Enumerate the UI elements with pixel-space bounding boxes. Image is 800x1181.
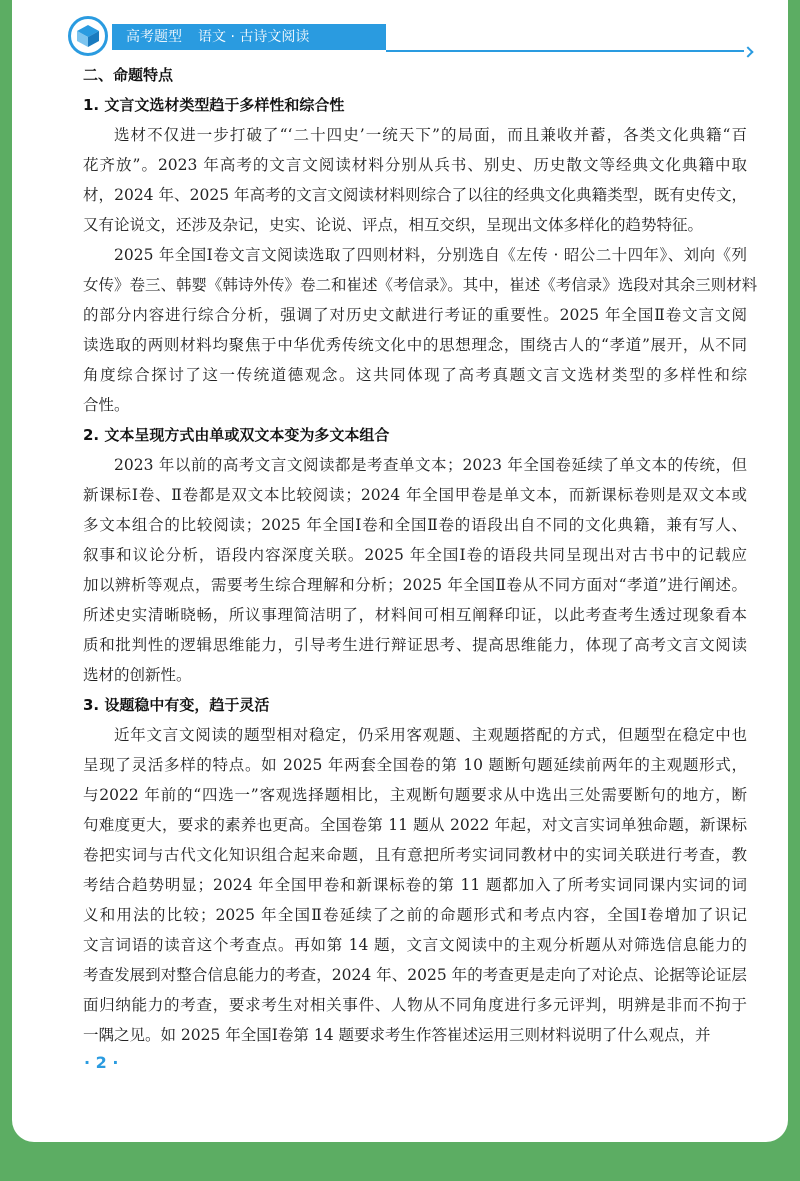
text-line: 选材不仅进一步打破了“‘二十四史’一统天下”的局面，而且兼收并蓄，各类文化典籍“百: [114, 126, 747, 144]
paragraph: [83, 450, 747, 690]
text-line: 呈现了灵活多样的特点。如 2025 年两套全国卷的第 10 题断句题延续前两年的主观题形式，: [83, 756, 747, 774]
text-line: 加以辨析等观点，需要考生综合理解和分析；2025 年全国Ⅱ卷从不同方面对“孝道”进行阐述。: [83, 576, 747, 594]
paragraph: [83, 720, 747, 1050]
header-tag-exam-type: 高考题型: [126, 29, 182, 45]
text-line: 考结合趋势明显；2024 年全国甲卷和新课标卷的第 11 题都加入了所考实词同课内实词的词: [83, 876, 747, 894]
text-line: 新课标Ⅰ卷、Ⅱ卷都是双文本比较阅读；2024 年全国甲卷是单文本，而新课标卷则是双文本或: [83, 486, 747, 504]
text-line: 句难度更大，要求的素养也更高。全国卷第 11 题从 2022 年起，对文言实词单独命题，新课标: [83, 816, 747, 834]
paragraph: [83, 240, 758, 420]
cube-logo-icon: [68, 16, 108, 56]
header-tab: [112, 24, 386, 50]
section-heading: 1. 文言文选材类型趋于多样性和综合性: [83, 96, 345, 114]
header-tag-subject: 语文 · 古诗文阅读: [198, 29, 310, 45]
page-header: [68, 14, 750, 64]
text-line: 又有论说文，还涉及杂记，史实、论说、评点，相互交织，呈现出文体多样化的趋势特征。: [83, 216, 704, 234]
section-heading: 3. 设题稳中有变，趋于灵活: [83, 696, 270, 714]
text-line: 考查发展到对整合信息能力的考查，2024 年、2025 年的考查更是走向了对论点、论据等论证层: [83, 966, 747, 984]
text-line: 一隅之见。如 2025 年全国Ⅰ卷第 14 题要求考生作答崔述运用三则材料说明了什么观点，并: [83, 1026, 711, 1044]
text-line: 2025 年全国Ⅰ卷文言文阅读选取了四则材料，分别选自《左传 · 昭公二十四年》、刘向《列: [114, 246, 747, 264]
text-line: 多文本组合的比较阅读；2025 年全国Ⅰ卷和全国Ⅱ卷的语段出自不同的文化典籍，兼有写人、: [83, 516, 747, 534]
text-line: 材，2024 年、2025 年高考的文言文阅读材料则综合了以往的经典文化典籍类型，既有史传文，: [83, 186, 747, 204]
text-line: 选材的创新性。: [83, 666, 192, 684]
text-line: 的部分内容进行综合分析，强调了对历史文献进行考证的重要性。2025 年全国Ⅱ卷文言文阅: [83, 306, 747, 324]
text-line: 花齐放”。2023 年高考的文言文阅读材料分别从兵书、别史、历史散文等经典文化典籍中取: [83, 156, 747, 174]
main-content: [83, 60, 758, 1050]
text-line: 叙事和议论分析，语段内容深度关联。2025 年全国Ⅰ卷的语段共同呈现出对古书中的记载应: [83, 546, 747, 564]
text-line: 近年文言文阅读的题型相对稳定，仍采用客观题、主观题搭配的方式，但题型在稳定中也: [114, 726, 747, 744]
text-line: 2023 年以前的高考文言文阅读都是考查单文本；2023 年全国卷延续了单文本的传统，但: [114, 456, 747, 474]
section-heading: 2. 文本呈现方式由单或双文本变为多文本组合: [83, 426, 390, 444]
header-rule-arrow-icon: [742, 46, 753, 57]
page-number: · 2 ·: [84, 1053, 119, 1072]
text-line: 质和批判性的逻辑思维能力，引导考生进行辩证思考、提高思维能力，体现了高考文言文阅读: [83, 636, 747, 654]
paragraph: [83, 120, 747, 240]
text-line: 义和用法的比较；2025 年全国Ⅱ卷延续了之前的命题形式和考点内容，全国Ⅰ卷增加了识记: [83, 906, 747, 924]
text-line: 文言词语的读音这个考查点。再如第 14 题，文言文阅读中的主观分析题从对筛选信息能力的: [83, 936, 747, 954]
text-line: 女传》卷三、韩婴《韩诗外传》卷二和崔述《考信录》。其中，崔述《考信录》选段对其余三则材料: [83, 276, 758, 294]
text-line: 卷把实词与古代文化知识组合起来命题，且有意把所考实词同教材中的实词关联进行考查，教: [83, 846, 747, 864]
header-rule: [386, 50, 744, 52]
text-line: 合性。: [83, 396, 130, 414]
page: [12, 0, 788, 1142]
text-line: 读选取的两则材料均聚焦于中华优秀传统文化中的思想理念，围绕古人的“孝道”展开，从不同: [83, 336, 747, 354]
text-line: 角度综合探讨了这一传统道德观念。这共同体现了高考真题文言文选材类型的多样性和综: [83, 366, 747, 384]
section-title: 二、命题特点: [83, 66, 174, 84]
text-line: 所述史实清晰晓畅，所议事理简洁明了，材料间可相互阐释印证，以此考查考生透过现象看本: [83, 606, 747, 624]
text-line: 与2022 年前的“四选一”客观选择题相比，主观断句题要求从中选出三处需要断句的地方，断: [83, 786, 747, 804]
text-line: 面归纳能力的考查，要求考生对相关事件、人物从不同角度进行多元评判，明辨是非而不拘于: [83, 996, 747, 1014]
